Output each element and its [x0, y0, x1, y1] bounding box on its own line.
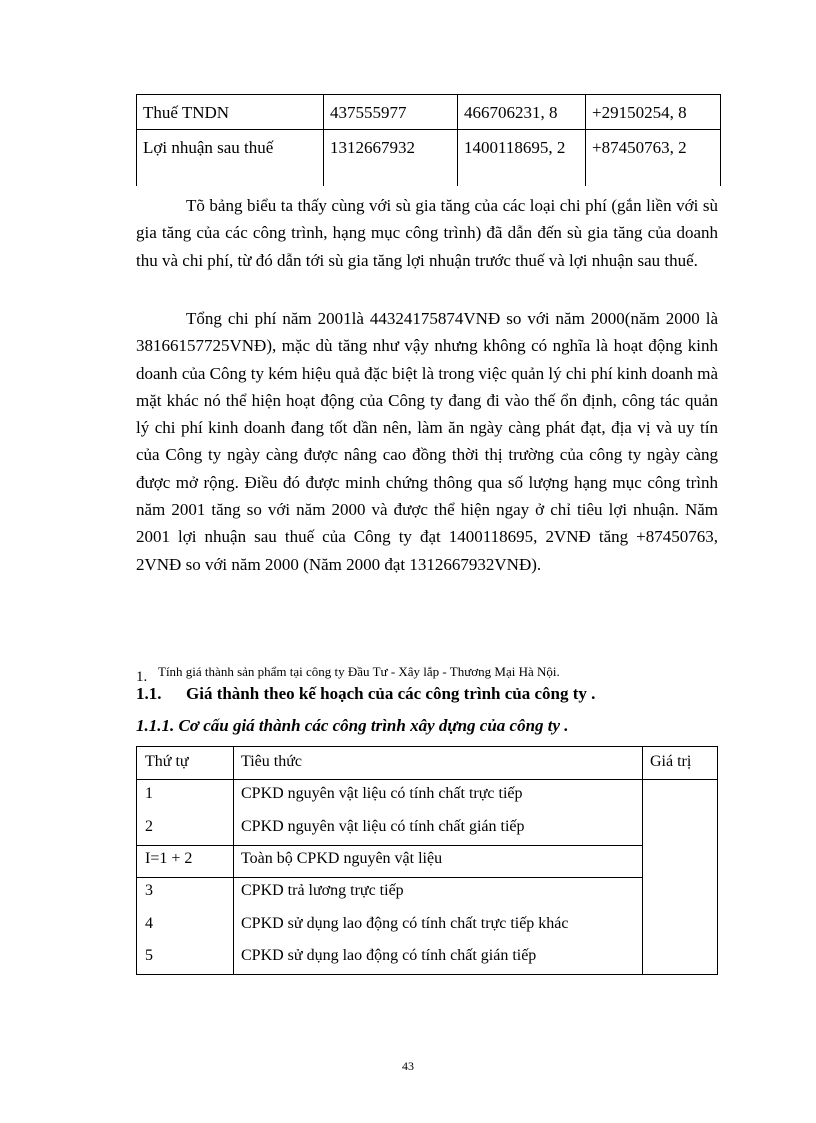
row-criteria: CPKD trả lương trực tiếp [241, 882, 404, 899]
value-2001: 1400118695, 2 [458, 130, 586, 187]
table-row [137, 95, 721, 130]
heading-number: 1.1.1. [136, 716, 175, 735]
cost-structure-table [136, 746, 718, 975]
value-2000: 437555977 [324, 95, 458, 130]
column-divider [642, 747, 643, 974]
section-heading-1-1 [136, 684, 595, 704]
section-heading-1 [136, 664, 560, 685]
heading-text: Cơ cấu giá thành các công trình xây dựng của công ty . [178, 716, 569, 735]
row-divider [137, 877, 642, 878]
row-criteria: CPKD nguyên vật liệu có tính chất trực tiếp [241, 785, 523, 802]
heading-number: 1. [136, 669, 148, 685]
value-2000: 1312667932 [324, 130, 458, 187]
paragraph: Tõ bảng biểu ta thấy cùng với sù gia tăng của các loại chi phí (gắn liền với sù gia tăng của các công trình, hạng mục công trình) đã dẫn đến sù gia tăng của doanh thu và chi phí, từ đó dẫn tới sù gia tăng lợi nhuận trước thuế và lợi nhuận sau thuế. [136, 196, 718, 270]
row-order: 1 [145, 785, 153, 802]
column-divider [233, 747, 234, 974]
row-order: 2 [145, 818, 153, 835]
row-criteria: CPKD sử dụng lao động có tính chất trực tiếp khác [241, 915, 569, 932]
table-row [137, 130, 721, 187]
row-order: 4 [145, 915, 153, 932]
paragraph: Tổng chi phí năm 2001là 44324175874VNĐ so với năm 2000(năm 2000 là 38166157725VNĐ), mặc dù tăng như vậy nhưng không có nghĩa là hoạt động kinh doanh của Công ty kém hiệu quả đặc biệt là trong việc quản lý chi phí kinh doanh mà mặt khác nó thể hiện hoạt động của Công ty đang đi vào thế ổn định, công tác quản lý chi phí kinh doanh đang tốt dần nên, làm ăn ngày càng phát đạt, địa vị và uy tín của Công ty ngày càng được nâng cao đồng thời thị trường của công ty ngày càng được mở rộng. Điều đó được minh chứng thông qua số lượng hạng mục công trình năm 2001 tăng so với năm 2000 và được thể hiện ngay ở chỉ tiêu lợi nhuận. Năm 2001 lợi nhuận sau thuế của Công ty đạt 1400118695, 2VNĐ tăng +87450763, 2VNĐ so với năm 2000 (Năm 2000 đạt 1312667932VNĐ). [136, 309, 718, 574]
heading-text: Tính giá thành sản phẩm tại công ty Đầu Tư - Xây lắp - Thương Mại Hà Nội. [158, 664, 560, 679]
heading-text: Giá thành theo kế hoạch của các công trình của công ty . [186, 684, 596, 703]
value-2001: 466706231, 8 [458, 95, 586, 130]
finance-table [136, 94, 721, 186]
value-diff: +29150254, 8 [586, 95, 721, 130]
row-criteria: CPKD nguyên vật liệu có tính chất gián tiếp [241, 818, 525, 835]
row-label: Lợi nhuận sau thuế [137, 130, 324, 187]
page-number: 43 [402, 1059, 414, 1073]
row-label: Thuế TNDN [137, 95, 324, 130]
row-criteria: Toàn bộ CPKD nguyên vật liệu [241, 850, 443, 867]
heading-number: 1.1. [136, 684, 162, 703]
row-divider [137, 845, 642, 846]
header-order: Thứ tự [145, 753, 189, 770]
header-criteria: Tiêu thức [241, 753, 302, 770]
row-order: 3 [145, 882, 153, 899]
value-diff: +87450763, 2 [586, 130, 721, 187]
row-criteria: CPKD sử dụng lao động có tính chất gián tiếp [241, 947, 537, 964]
section-heading-1-1-1 [136, 716, 569, 736]
header-value: Giá trị [650, 753, 692, 770]
row-order: I=1 + 2 [145, 850, 193, 867]
row-order: 5 [145, 947, 153, 964]
row-divider [137, 779, 717, 780]
